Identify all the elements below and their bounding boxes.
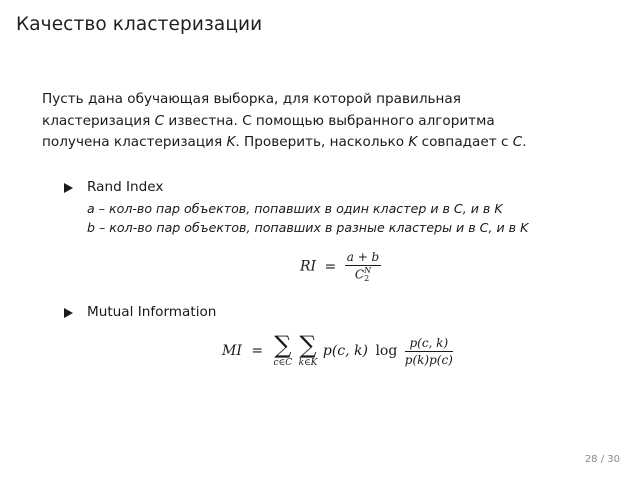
ri-denominator-sup: N	[364, 266, 372, 275]
triangle-bullet-icon	[64, 183, 74, 193]
mi-sum-k	[299, 333, 318, 369]
triangle-bullet-icon	[64, 308, 74, 318]
intro-line-3-b: . Проверить, насколько	[235, 134, 409, 150]
ri-denominator-base: C	[354, 267, 365, 282]
intro-line-2	[42, 111, 612, 133]
intro-line-2-a: кластеризация	[42, 112, 155, 129]
intro-line-3-d: .	[522, 134, 527, 150]
rand-index-def-a: a – кол-во пар объектов, попавших в один кластер и в C, и в K	[87, 201, 503, 216]
intro-line-1: Пусть дана обучающая выборка, для которой правильная	[42, 91, 461, 107]
var-k: K	[408, 134, 418, 150]
intro-text	[42, 89, 612, 154]
mi-frac-denominator: p(k)p(c)	[404, 352, 453, 367]
ri-fraction	[345, 250, 382, 283]
mi-sum-c	[274, 333, 293, 369]
rand-index-def-b: b – кол-во пар объектов, попавших в разные кластеры и в C, и в K	[87, 220, 529, 235]
mi-term: p(c, k)	[322, 343, 368, 359]
mutual-information-formula	[222, 333, 453, 369]
mi-lhs: MI	[222, 343, 242, 359]
ri-numerator: a + b	[346, 250, 380, 264]
rand-index-label: Rand Index	[87, 179, 164, 195]
ri-denominator-sub: 2	[364, 274, 370, 283]
intro-line-3	[42, 132, 612, 154]
mutual-information-label: Mutual Information	[87, 304, 217, 320]
mi-log: log	[375, 343, 398, 359]
mi-frac-numerator: p(c, k)	[405, 336, 453, 352]
sigma-icon: ∑	[299, 331, 317, 359]
intro-line-3-c: совпадает с	[417, 134, 513, 150]
rand-index-formula	[300, 250, 381, 283]
slide-title: Качество кластеризации	[16, 14, 263, 35]
var-c: C	[512, 134, 523, 150]
intro-line-2-b: известна. С помощью выбранного алгоритма	[164, 112, 495, 129]
mi-fraction	[405, 336, 453, 367]
mi-eq: =	[251, 343, 264, 359]
var-k: K	[226, 134, 236, 150]
page-number: 28 / 30	[584, 454, 620, 465]
var-c: C	[154, 112, 165, 129]
ri-lhs: RI	[300, 258, 317, 275]
sigma-icon: ∑	[274, 331, 292, 359]
ri-eq: =	[324, 258, 337, 275]
mi-sum-k-sub: k∈K	[298, 358, 318, 368]
mi-sum-c-sub: c∈C	[273, 358, 293, 368]
ri-denominator	[345, 266, 382, 283]
intro-line-3-a: получена кластеризация	[42, 134, 227, 150]
